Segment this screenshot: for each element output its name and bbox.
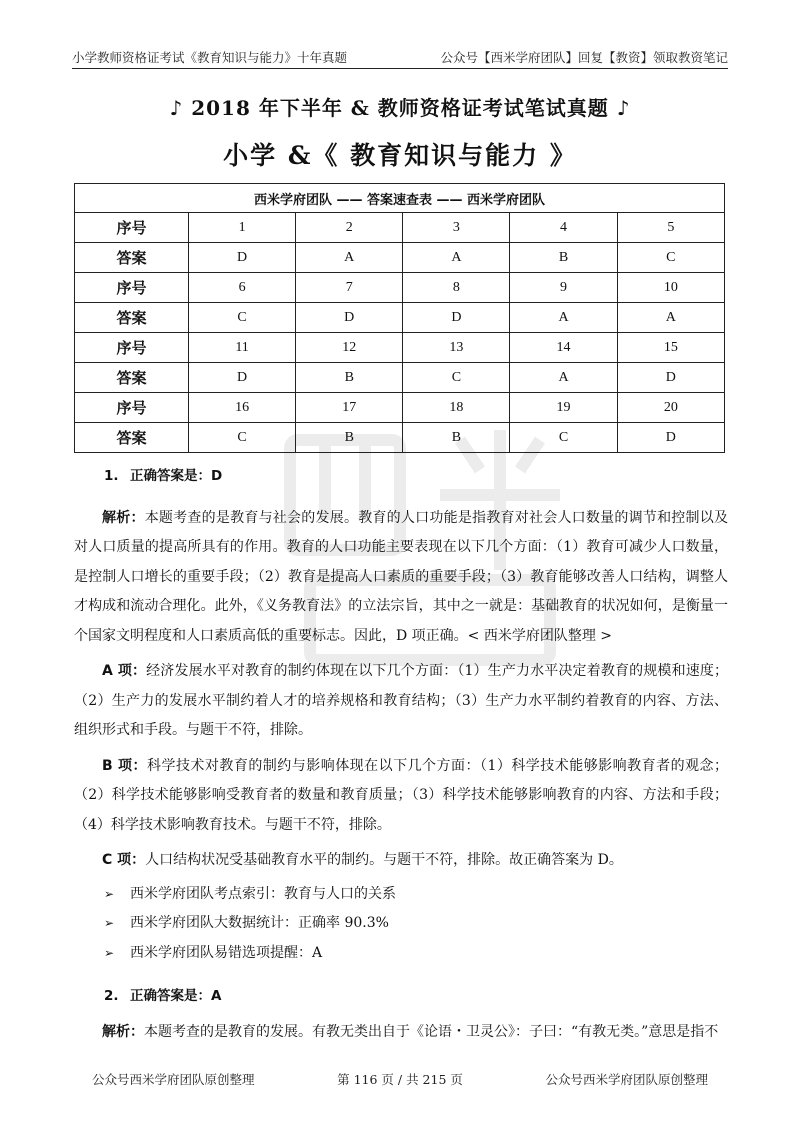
answer-table-cell: 18 <box>403 393 510 423</box>
answer-table-cell: B <box>296 363 403 393</box>
answer-table-cell: 13 <box>403 333 510 363</box>
answer-table-cell: 7 <box>296 273 403 303</box>
answer-table-row-label: 序号 <box>75 393 189 423</box>
answer-table-cell: D <box>189 243 296 273</box>
answer-table-cell: C <box>403 363 510 393</box>
answer-table-cell: 10 <box>617 273 724 303</box>
answer-table-cell: 17 <box>296 393 403 423</box>
q1-analysis <box>74 504 728 652</box>
q1-option-c <box>74 846 728 876</box>
answer-table-cell: A <box>617 303 724 333</box>
exam-title: ♪ 2018 年下半年 & 教师资格证考试笔试真题 ♪ <box>169 96 631 120</box>
q2-analysis-label: 解析： <box>102 1023 144 1040</box>
q1-heading <box>74 462 728 492</box>
q2-answer: 正确答案是：A <box>130 988 222 1004</box>
q1-option-c-text: 人口结构状况受基础教育水平的制约。与题干不符，排除。故正确答案为 D。 <box>145 852 623 868</box>
answer-table-cell: 11 <box>189 333 296 363</box>
subject-title: 小学 &《 教育知识与能力 》 <box>223 141 577 170</box>
q1-option-b-text: 科学技术对教育的制约与影响体现在以下几个方面：（1）科学技术能够影响教育者的观念；（2）科学技术能够影响受教育者的数量和教育质量；（3）科学技术能够影响教育的内容、方法和手段；（4）科学技术影响教育技术。与题干不符，排除。 <box>74 757 729 833</box>
q1-analysis-label: 解析： <box>102 509 145 526</box>
arrow-bullet-icon: ➢ <box>104 945 115 960</box>
footer-left-text: 公众号西米学府团队原创整理 <box>92 1072 255 1087</box>
answer-table-row <box>75 273 725 303</box>
answer-table-row-label: 序号 <box>75 333 189 363</box>
answer-table-cell: 1 <box>189 213 296 243</box>
page-footer <box>72 1070 728 1090</box>
answer-table-row-label: 序号 <box>75 213 189 243</box>
answer-table-cell: 14 <box>510 333 617 363</box>
answer-table-caption: 西米学府团队 —— 答案速查表 —— 西米学府团队 <box>75 184 725 213</box>
q2-number: 2. <box>104 988 119 1004</box>
answer-table-row <box>75 393 725 423</box>
explanation-content <box>74 462 728 1047</box>
answer-table-cell: B <box>403 423 510 453</box>
header-left-text: 小学教师资格证考试《教育知识与能力》十年真题 <box>72 50 348 65</box>
answer-table-cell: 3 <box>403 213 510 243</box>
q2-analysis <box>74 1018 728 1048</box>
answer-table-cell: 5 <box>617 213 724 243</box>
answer-table-caption-row <box>75 184 725 213</box>
q1-option-c-label: C 项： <box>102 852 146 868</box>
answer-table-cell: C <box>189 423 296 453</box>
answer-table-cell: A <box>510 303 617 333</box>
answer-table-row-label: 答案 <box>75 423 189 453</box>
answer-table-row-label: 答案 <box>75 243 189 273</box>
q1-number: 1. <box>104 468 119 484</box>
answer-table-cell: 9 <box>510 273 617 303</box>
answer-table-row <box>75 303 725 333</box>
answer-table-cell: A <box>296 243 403 273</box>
answer-table-cell: 6 <box>189 273 296 303</box>
answer-table-row <box>75 423 725 453</box>
arrow-bullet-icon: ➢ <box>104 916 115 930</box>
answer-table-cell: A <box>403 243 510 273</box>
footer-right-text: 公众号西米学府团队原创整理 <box>545 1072 708 1087</box>
arrow-bullet-icon: ➢ <box>104 886 115 901</box>
answer-table-row-label: 序号 <box>75 273 189 303</box>
answer-table-cell: B <box>296 423 403 453</box>
answer-table-cell: D <box>403 303 510 333</box>
q2-heading <box>74 982 728 1012</box>
answer-table-cell: D <box>296 303 403 333</box>
q1-option-a-text: 经济发展水平对教育的制约体现在以下几个方面：（1）生产力水平决定着教育的规模和速度；（2）生产力的发展水平制约着人才的培养规格和教育结构；（3）生产力水平制约着教育的内容、方法、组织形式和手段。与题干不符，排除。 <box>74 663 729 738</box>
answer-table-cell: C <box>189 303 296 333</box>
answer-table-cell: 15 <box>617 333 724 363</box>
answer-table-cell: 19 <box>510 393 617 423</box>
answer-table-row <box>75 363 725 393</box>
answer-table-cell: D <box>617 363 724 393</box>
answer-table <box>74 183 725 453</box>
page-number: 第 116 页 / 共 215 页 <box>337 1072 463 1087</box>
q2-analysis-text: 本题考查的是教育的发展。有教无类出自于《论语・卫灵公》：子曰：“有教无类。”意思是指不 <box>144 1023 719 1040</box>
q1-option-a-label: A 项： <box>102 663 147 679</box>
answer-table-row <box>75 333 725 363</box>
answer-table-cell: D <box>189 363 296 393</box>
q1-bullet: ➢ 西米学府团队大数据统计：正确率 90.3% <box>74 909 728 939</box>
answer-table-cell: D <box>617 423 724 453</box>
answer-table-cell: 20 <box>617 393 724 423</box>
answer-table-cell: 12 <box>296 333 403 363</box>
answer-table-cell: A <box>510 363 617 393</box>
answer-table-row-label: 答案 <box>75 303 189 333</box>
answer-table-cell: 8 <box>403 273 510 303</box>
q1-option-a <box>74 657 728 746</box>
header-right-text: 公众号【西米学府团队】回复【教资】领取教资笔记 <box>440 50 728 65</box>
q1-analysis-text: 本题考查的是教育与社会的发展。教育的人口功能是指教育对社会人口数量的调节和控制以及对人口质量的提高所具有的作用。教育的人口功能主要表现在以下几个方面：（1）教育可减少人口数量，是控制人口增长的重要手段；（2）教育是提高人口素质的重要手段；（3）教育能够改善人口结构，调整人才构成和流动合理化。此外，《义务教育法》的立法宗旨，其中之一就是：基础教育的状况如何，是衡量一个国家文明程度和人口素质高低的重要标志。因此，D 项正确。< 西米学府团队整理 > <box>74 509 729 644</box>
q1-option-b-label: B 项： <box>102 757 147 774</box>
q1-bullet: ➢ 西米学府团队易错选项提醒：A <box>74 939 728 969</box>
answer-table-cell: 2 <box>296 213 403 243</box>
answer-table-row-label: 答案 <box>75 363 189 393</box>
answer-table-row <box>75 243 725 273</box>
q1-bullet: ➢ 西米学府团队考点索引：教育与人口的关系 <box>74 880 728 910</box>
answer-table-row <box>75 213 725 243</box>
q1-answer: 正确答案是：D <box>130 468 223 484</box>
answer-table-cell: C <box>617 243 724 273</box>
page-header <box>72 44 728 69</box>
answer-table-cell: C <box>510 423 617 453</box>
answer-table-cell: B <box>510 243 617 273</box>
answer-table-cell: 16 <box>189 393 296 423</box>
q1-option-b <box>74 752 728 841</box>
answer-table-cell: 4 <box>510 213 617 243</box>
